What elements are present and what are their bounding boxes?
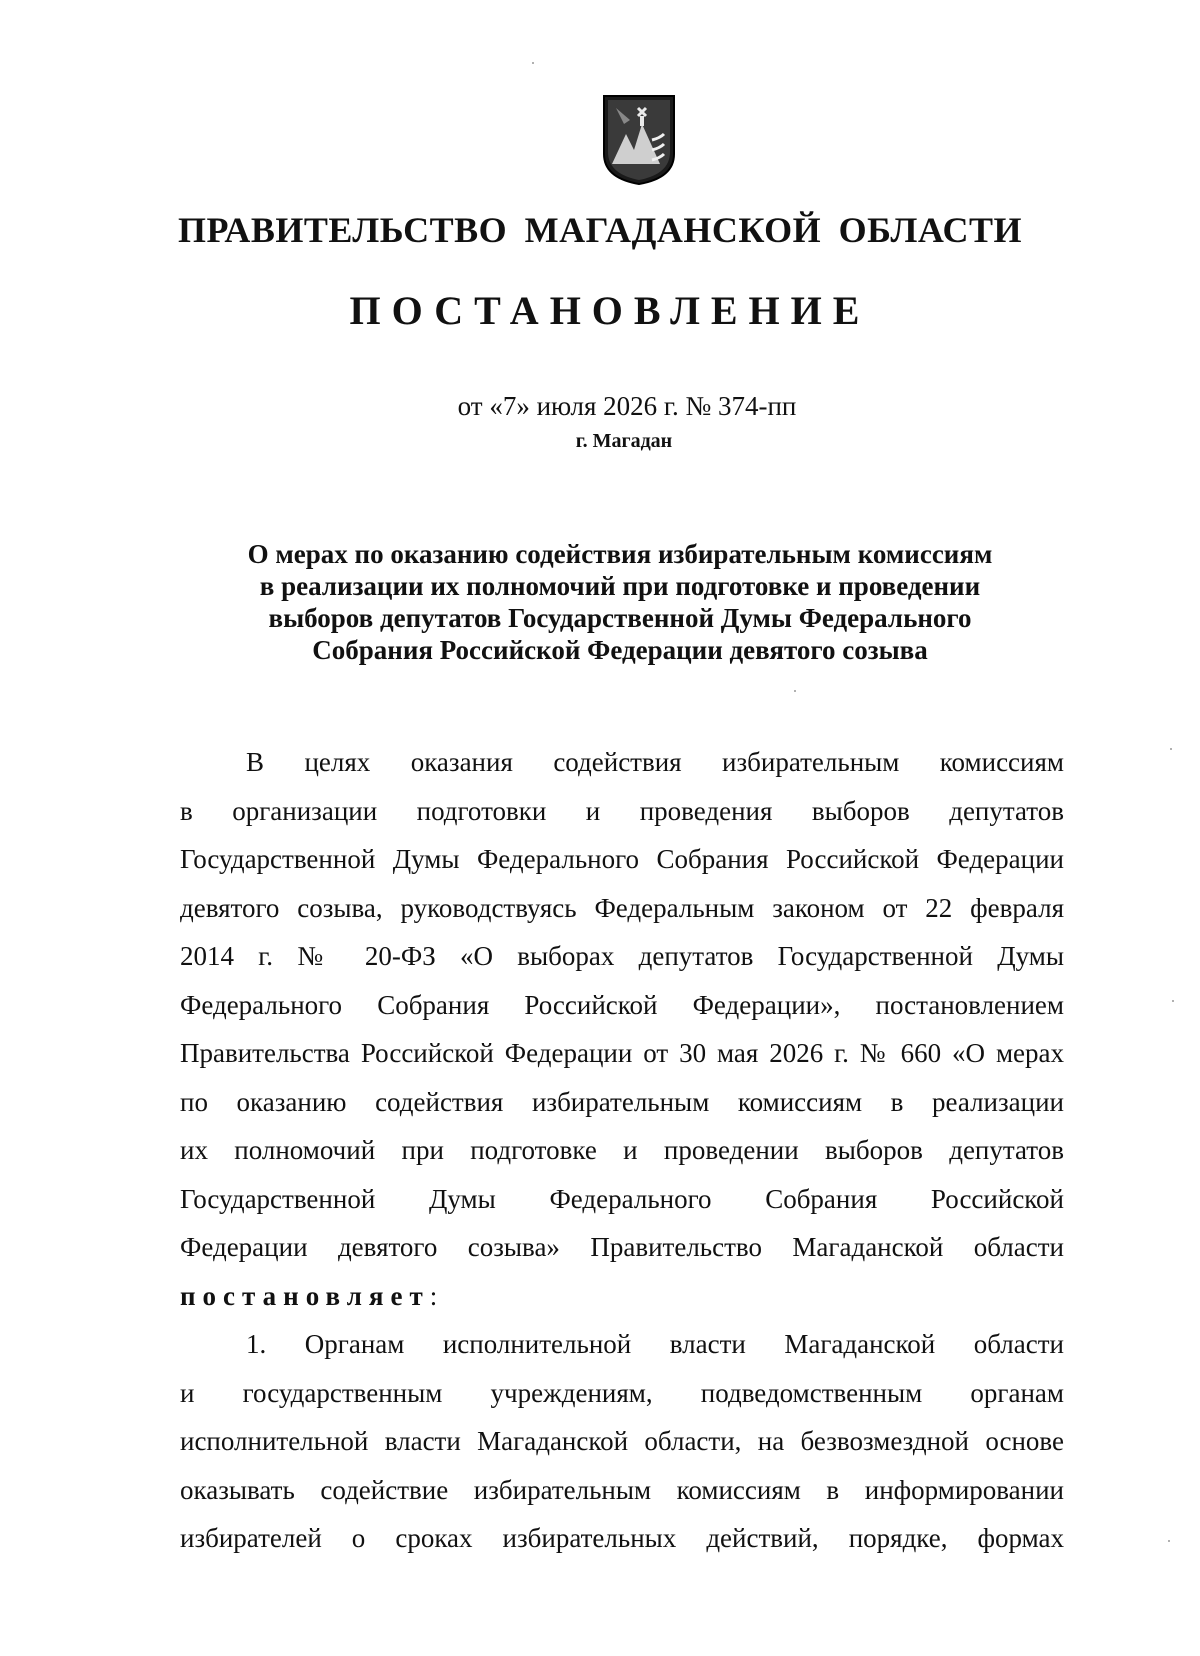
document-date-number: от «7» июля 2026 г. № 374-пп xyxy=(457,391,797,421)
item-line: оказывать содействие избирательным комиссиям в информировании xyxy=(180,1474,1064,1505)
preamble-line: девятого созыва, руководствуясь Федеральным законом от 22 февраля xyxy=(180,892,1064,923)
preamble-line: Государственной Думы Федерального Собрания Российской Федерации xyxy=(180,844,1064,874)
preamble-line: их полномочий при подготовке и проведении выборов депутатов xyxy=(180,1135,1064,1165)
preamble-line: 2014 г. № 20-ФЗ «О выборах депутатов Государственной Думы xyxy=(180,941,1064,971)
scan-speck xyxy=(1168,1540,1170,1542)
subject-line: в реализации их полномочий при подготовке и проведении xyxy=(259,571,981,601)
coat-of-arms-icon xyxy=(602,94,676,186)
preamble-line: Государственной Думы Федерального Собрания Российской xyxy=(180,1183,1064,1214)
preamble-line: В целях оказания содействия избирательным комиссиям xyxy=(246,747,1064,777)
item-line: избирателей о сроках избирательных действий, порядке, формах xyxy=(180,1523,1064,1553)
subject-line: Собрания Российской Федерации девятого созыва xyxy=(312,635,928,665)
scan-speck xyxy=(1172,1000,1174,1002)
scan-speck xyxy=(532,62,534,64)
document-type-title: ПОСТАНОВЛЕНИЕ xyxy=(349,288,871,333)
subject-line: О мерах по оказанию содействия избирательным комиссиям xyxy=(247,539,993,569)
item-line: исполнительной власти Магаданской области, на безвозмездной основе xyxy=(180,1426,1064,1456)
preamble-line: в организации подготовки и проведения выборов депутатов xyxy=(180,795,1064,826)
resolves-line xyxy=(180,1272,1064,1321)
preamble-line: Федерации девятого созыва» Правительство Магаданской области xyxy=(180,1232,1064,1262)
item-line: 1. Органам исполнительной власти Магаданской области xyxy=(246,1329,1064,1359)
preamble-line: Федерального Собрания Российской Федерации», постановлением xyxy=(180,989,1064,1020)
preamble-line: Правительства Российской Федерации от 30 мая 2026 г. № 660 «О мерах xyxy=(180,1038,1064,1068)
organization-title: ПРАВИТЕЛЬСТВО МАГАДАНСКОЙ ОБЛАСТИ xyxy=(177,210,1023,250)
resolves-word: постановляет xyxy=(180,1280,430,1311)
subject-line: выборов депутатов Государственной Думы Федерального xyxy=(268,603,972,633)
document-subject xyxy=(180,538,1060,666)
document-body xyxy=(180,738,1064,1563)
document-city: г. Магадан xyxy=(575,430,673,452)
preamble-line: по оказанию содействия избирательным комиссиям в реализации xyxy=(180,1086,1064,1117)
scan-speck xyxy=(794,690,796,692)
resolves-colon: : xyxy=(429,1280,438,1311)
scan-speck xyxy=(1170,748,1172,750)
item-line: и государственным учреждениям, подведомственным органам xyxy=(180,1377,1064,1408)
